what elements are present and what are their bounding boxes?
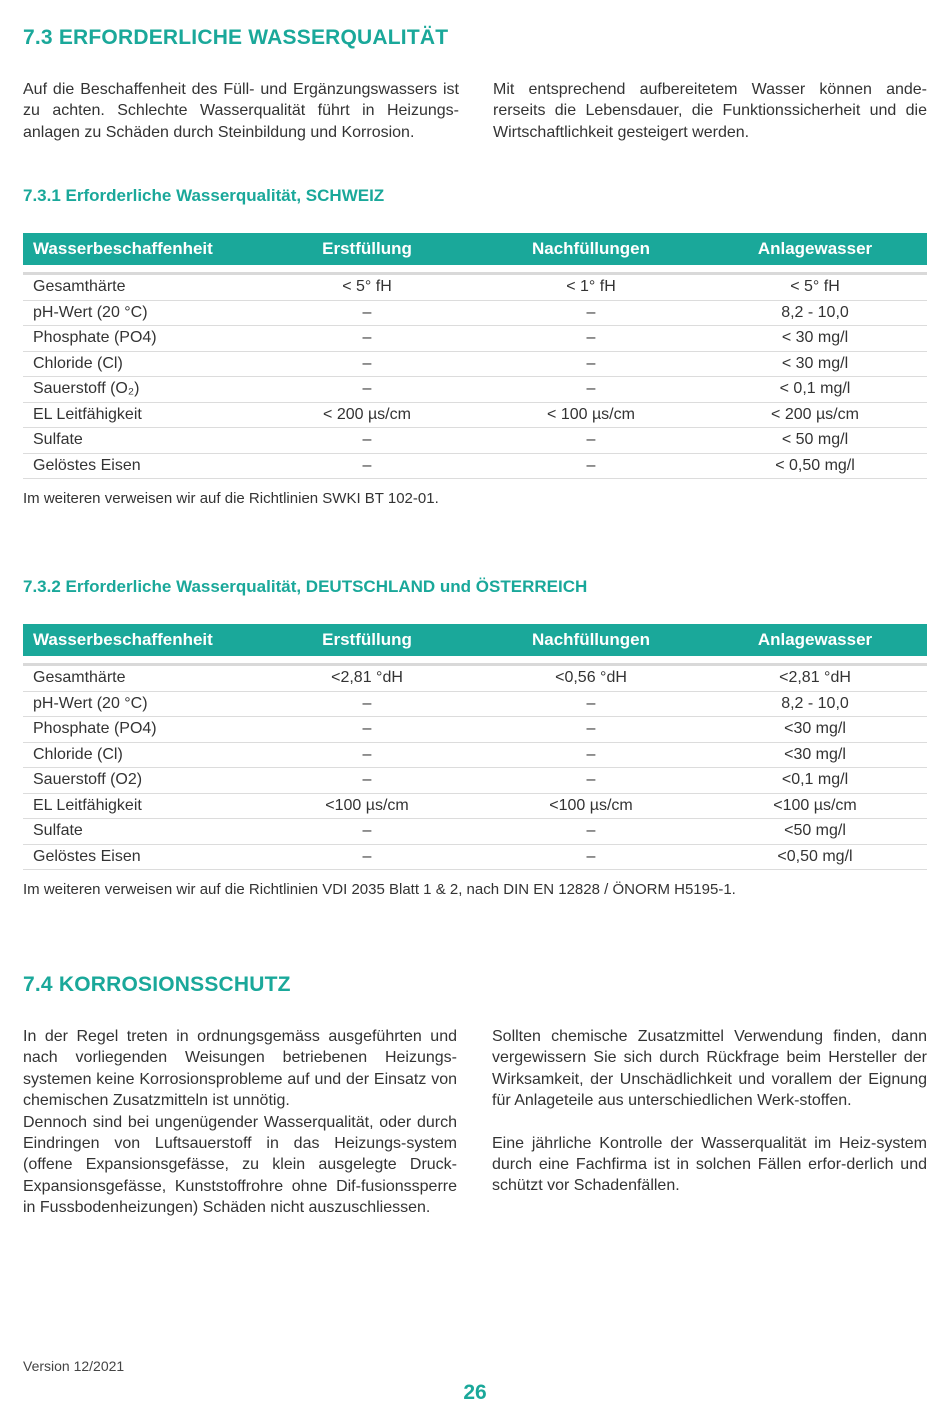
row-value: – (255, 428, 479, 454)
row-value: < 5° fH (703, 274, 927, 301)
table-row (23, 351, 927, 377)
section-7-3-right-text: Mit entsprechend aufbereitetem Wasser können ande-rerseits die Lebensdauer, die Funktionssicherheit und die Wirtschaftlichkeit gesteigert werden. (493, 81, 927, 141)
section-7-4-right-paragraph-2: Eine jährliche Kontrolle der Wasserqualität im Heiz-system durch eine Fachfirma ist in solchen Fällen erfor-derlich und schützt vor Schadenfällen. (492, 1134, 927, 1195)
row-value: <100 µs/cm (479, 793, 703, 819)
row-value: < 200 µs/cm (703, 402, 927, 428)
row-value: <30 mg/l (703, 717, 927, 743)
table-row (23, 402, 927, 428)
row-value: <2,81 °dH (703, 665, 927, 692)
row-parameter: Gesamthärte (23, 274, 255, 301)
row-value: – (255, 300, 479, 326)
row-parameter: pH-Wert (20 °C) (23, 691, 255, 717)
header-anlagewasser: Anlagewasser (703, 233, 927, 265)
row-parameter: Gesamthärte (23, 665, 255, 692)
row-parameter: pH-Wert (20 °C) (23, 300, 255, 326)
header-erstfuellung: Erstfüllung (255, 233, 479, 265)
row-value: <0,50 mg/l (703, 844, 927, 870)
row-value: <50 mg/l (703, 819, 927, 845)
row-parameter: Chloride (Cl) (23, 351, 255, 377)
water-quality-table-switzerland (23, 233, 927, 479)
row-value: <2,81 °dH (255, 665, 479, 692)
header-wasserbeschaffenheit: Wasserbeschaffenheit (23, 233, 255, 265)
row-value: < 0,1 mg/l (703, 377, 927, 403)
page-number: 26 (463, 1381, 487, 1404)
row-value: < 200 µs/cm (255, 402, 479, 428)
header-anlagewasser: Anlagewasser (703, 624, 927, 656)
section-7-3-2-title: 7.3.2 Erforderliche Wasserqualität, DEUTSCHLAND und ÖSTERREICH (23, 577, 588, 596)
row-parameter: EL Leitfähigkeit (23, 402, 255, 428)
row-value: – (255, 819, 479, 845)
section-7-4-left-paragraph-2: Dennoch sind bei ungenügender Wasserqualität, oder durch Eindringen von Luftsauerstoff in das Heizungs-system (offene Expansionsgefässe, zu klein ausgelegte Druck-Expansionsgefässe, Kunststoffrohre ohne Dif-fusionssperre in Fussbodenheizungen) Schäden nicht auszuschliessen. (23, 1113, 457, 1217)
row-value: < 100 µs/cm (479, 402, 703, 428)
table-row (23, 691, 927, 717)
row-value: <0,1 mg/l (703, 768, 927, 794)
row-value: – (479, 819, 703, 845)
row-value: – (255, 742, 479, 768)
row-value: – (255, 691, 479, 717)
row-value: 8,2 - 10,0 (703, 300, 927, 326)
row-value: < 0,50 mg/l (703, 453, 927, 479)
row-value: < 30 mg/l (703, 351, 927, 377)
row-value: – (479, 428, 703, 454)
table-row (23, 453, 927, 479)
row-value: – (479, 453, 703, 479)
row-value: – (479, 768, 703, 794)
row-value: <30 mg/l (703, 742, 927, 768)
section-7-4-left-column (23, 1026, 457, 1219)
row-value: – (255, 351, 479, 377)
section-7-3-left-column (23, 79, 459, 143)
header-nachfuellungen: Nachfüllungen (479, 233, 703, 265)
row-parameter: Gelöstes Eisen (23, 453, 255, 479)
table-row (23, 665, 927, 692)
table-row (23, 844, 927, 870)
row-value: – (255, 844, 479, 870)
row-value: – (255, 377, 479, 403)
version-label: Version 12/2021 (23, 1358, 125, 1374)
row-value: < 5° fH (255, 274, 479, 301)
table-row (23, 819, 927, 845)
table-row (23, 274, 927, 301)
row-value: – (479, 351, 703, 377)
row-parameter: Sulfate (23, 428, 255, 454)
section-7-3-1-title: 7.3.1 Erforderliche Wasserqualität, SCHWEIZ (23, 186, 385, 205)
row-parameter: Chloride (Cl) (23, 742, 255, 768)
row-parameter: Sulfate (23, 819, 255, 845)
table-row (23, 377, 927, 403)
section-7-4-right-column (492, 1026, 927, 1197)
water-quality-table-germany-austria (23, 624, 927, 870)
row-value: 8,2 - 10,0 (703, 691, 927, 717)
table-row (23, 742, 927, 768)
row-value: < 30 mg/l (703, 326, 927, 352)
row-parameter: EL Leitfähigkeit (23, 793, 255, 819)
row-value: <100 µs/cm (703, 793, 927, 819)
section-7-3-2-note: Im weiteren verweisen wir auf die Richtlinien VDI 2035 Blatt 1 & 2, nach DIN EN 12828 / ÖNORM H5195-1. (23, 881, 736, 898)
row-value: < 1° fH (479, 274, 703, 301)
table-row (23, 717, 927, 743)
row-parameter: Gelöstes Eisen (23, 844, 255, 870)
table-row (23, 428, 927, 454)
row-value: < 50 mg/l (703, 428, 927, 454)
table-row (23, 793, 927, 819)
row-parameter: Sauerstoff (O₂) (23, 377, 255, 403)
row-parameter: Phosphate (PO4) (23, 717, 255, 743)
row-value: – (255, 717, 479, 743)
header-wasserbeschaffenheit: Wasserbeschaffenheit (23, 624, 255, 656)
section-7-4-title: 7.4 KORROSIONSSCHUTZ (23, 973, 291, 996)
row-value: – (479, 691, 703, 717)
row-value: – (479, 742, 703, 768)
header-nachfuellungen: Nachfüllungen (479, 624, 703, 656)
section-7-3-1-note: Im weiteren verweisen wir auf die Richtlinien SWKI BT 102-01. (23, 490, 439, 507)
table-header-row (23, 233, 927, 265)
section-7-3-title: 7.3 ERFORDERLICHE WASSERQUALITÄT (23, 26, 449, 49)
row-value: – (479, 377, 703, 403)
row-value: – (255, 768, 479, 794)
section-7-4-right-paragraph-1: Sollten chemische Zusatzmittel Verwendung finden, dann vergewissern Sie sich durch Rückfrage beim Hersteller der Wirksamkeit, der Unschädlichkeit und vorallem der Eignung für Anlageteile aus unterschiedlichen Werk-stoffen. (492, 1028, 927, 1110)
table-row (23, 300, 927, 326)
row-value: – (479, 717, 703, 743)
row-value: – (479, 844, 703, 870)
table-row (23, 768, 927, 794)
row-parameter: Sauerstoff (O2) (23, 768, 255, 794)
section-7-4-left-paragraph-1: In der Regel treten in ordnungsgemäss ausgeführten und nach vorliegenden Weisungen betriebenen Heizungs-systemen keine Korrosionsprobleme auf und der Einsatz von chemischen Zusatzmitteln ist unnötig. (23, 1028, 457, 1110)
section-7-3-left-text: Auf die Beschaffenheit des Füll- und Ergänzungswassers ist zu achten. Schlechte Wasserqualität führt in Heizungs-anlagen zu Schäden durch Steinbildung und Korrosion. (23, 81, 459, 141)
row-value: – (479, 300, 703, 326)
header-erstfuellung: Erstfüllung (255, 624, 479, 656)
section-7-3-right-column (493, 79, 927, 143)
row-value: – (255, 453, 479, 479)
row-value: – (479, 326, 703, 352)
row-value: <0,56 °dH (479, 665, 703, 692)
row-value: <100 µs/cm (255, 793, 479, 819)
row-value: – (255, 326, 479, 352)
row-parameter: Phosphate (PO4) (23, 326, 255, 352)
table-row (23, 326, 927, 352)
table-header-row (23, 624, 927, 656)
